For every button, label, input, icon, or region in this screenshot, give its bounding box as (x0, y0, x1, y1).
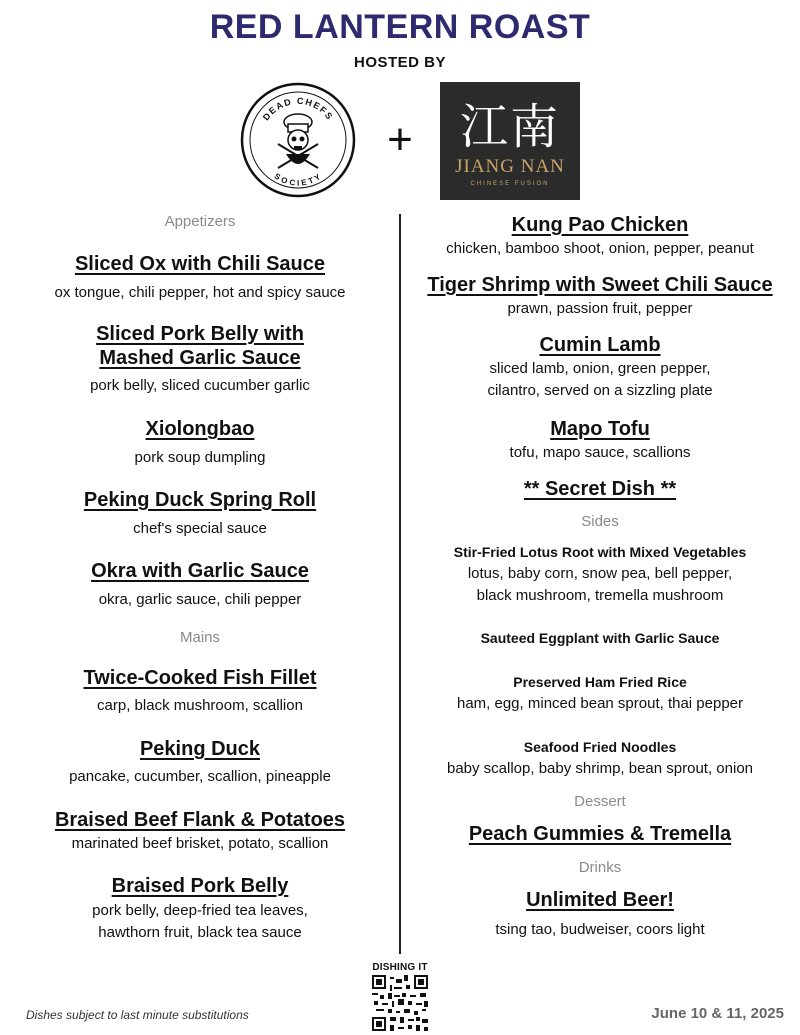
dish-desc: pancake, cucumber, scallion, pineapple (69, 768, 331, 785)
logo-top-text: DEAD CHEFS (260, 95, 336, 123)
section-label-mains: Mains (179, 629, 220, 646)
logo-tagline-text: CHINESE FUSION (470, 181, 550, 187)
logo-chinese-text: 江南 (459, 99, 560, 155)
dish-name: Kung Pao Chicken (511, 214, 689, 236)
dish-name: Sliced Ox with Chili Sauce (74, 253, 326, 275)
dish-name: Xiolongbao (145, 418, 255, 440)
dish-name: ** Secret Dish ** (523, 478, 677, 500)
dish-desc: pork belly, sliced cucumber garlic (90, 377, 310, 394)
substitution-note: Dishes subject to last minute substitutions (26, 1008, 249, 1022)
section-label-dessert: Dessert (574, 793, 626, 810)
dish-name: Tiger Shrimp with Sweet Chili Sauce (427, 274, 773, 296)
dish-name: Braised Pork Belly (111, 875, 289, 897)
jiang-nan-logo (440, 82, 580, 200)
dish-desc: chef's special sauce (133, 520, 267, 537)
event-date: June 10 & 11, 2025 (651, 1005, 784, 1022)
dish-name: Peking Duck (139, 738, 261, 760)
dish-desc: lotus, baby corn, snow pea, bell pepper, black mushroom, tremella mushroom (467, 565, 733, 604)
side-dish-name: Stir-Fried Lotus Root with Mixed Vegetables (453, 544, 747, 560)
logo-bottom-text: SOCIETY (272, 171, 324, 188)
dish-name: Sliced Pork Belly with Mashed Garlic Sauce (96, 323, 304, 369)
dish-desc: okra, garlic sauce, chili pepper (98, 591, 302, 608)
side-dish-name: Seafood Fried Noodles (523, 739, 677, 755)
section-label-appetizers: Appetizers (164, 213, 236, 230)
dish-name: Okra with Garlic Sauce (91, 560, 309, 582)
dish-name: Peach Gummies & Tremella (468, 823, 732, 845)
section-label-sides: Sides (581, 513, 619, 530)
plus-separator: + (387, 115, 413, 164)
dish-name: Mapo Tofu (550, 418, 650, 440)
dish-desc: ham, egg, minced bean sprout, thai pepper (456, 695, 744, 712)
dish-name: Braised Beef Flank & Potatoes (54, 809, 346, 831)
dish-desc: tsing tao, budweiser, coors light (495, 921, 705, 938)
dish-desc: baby scallop, baby shrimp, bean sprout, onion (446, 760, 754, 777)
dish-desc: pork soup dumpling (134, 449, 266, 466)
dead-chefs-society-logo (240, 82, 356, 198)
logo-name-text: JIANG NAN (455, 156, 565, 177)
side-dish-name: Preserved Ham Fried Rice (513, 674, 687, 690)
dish-desc: ox tongue, chili pepper, hot and spicy sauce (54, 284, 346, 301)
page-title: RED LANTERN ROAST (209, 8, 591, 46)
dish-desc: prawn, passion fruit, pepper (507, 300, 693, 317)
qr-label: DISHING IT (372, 962, 428, 973)
dish-desc: chicken, bamboo shoot, onion, pepper, peanut (446, 240, 754, 257)
dish-desc: carp, black mushroom, scallion (97, 697, 303, 714)
side-dish-name: Sauteed Eggplant with Garlic Sauce (480, 630, 720, 646)
hosted-by-label: HOSTED BY (353, 54, 446, 71)
dish-name: Cumin Lamb (539, 334, 661, 356)
dish-desc: marinated beef brisket, potato, scallion (71, 835, 329, 852)
dish-desc: pork belly, deep-fried tea leaves, hawthorn fruit, black tea sauce (92, 902, 308, 941)
dish-name: Peking Duck Spring Roll (83, 489, 317, 511)
dish-name: Twice-Cooked Fish Fillet (83, 667, 317, 689)
dish-name: Unlimited Beer! (526, 889, 674, 911)
qr-code-icon[interactable] (372, 975, 428, 1031)
section-label-drinks: Drinks (578, 859, 622, 876)
column-divider (399, 214, 401, 954)
dish-desc: tofu, mapo sauce, scallions (509, 444, 691, 461)
dish-desc: sliced lamb, onion, green pepper, cilantro, served on a sizzling plate (487, 360, 713, 399)
